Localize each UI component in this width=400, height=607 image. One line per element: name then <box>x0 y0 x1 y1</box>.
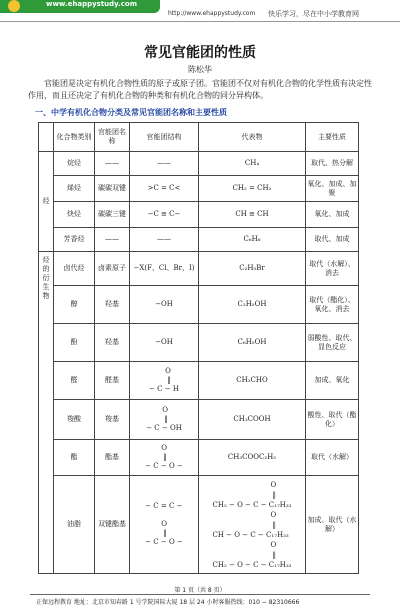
cell-group-name: 碳碳双键 <box>95 176 130 202</box>
header-group-name: 官能团名称 <box>95 123 130 152</box>
cell-representative: CH₃COOC₂H₅ <box>199 440 306 476</box>
cell-group-name: 双键酯基 <box>95 476 130 574</box>
triglyceride-formula <box>213 480 292 570</box>
cell-representative: CH₂ = CH₂ <box>199 176 306 202</box>
site-logo[interactable] <box>0 0 160 13</box>
cell-properties: 弱酸性、取代、显色反应 <box>306 324 359 362</box>
group-hydrocarbon: 烃 <box>39 152 54 252</box>
cell-class: 烯烃 <box>54 176 95 202</box>
formula-line: CH₂ − O − C − C₁₇H₃₃ <box>212 500 292 509</box>
structure-chain: − C − OH <box>146 424 182 432</box>
table-row <box>39 362 359 400</box>
carbonyl-o: O <box>270 480 277 489</box>
header-structure: 官能团结构 <box>130 123 199 152</box>
table-header-row <box>39 123 359 152</box>
carbonyl-bond: ‖ <box>272 520 276 529</box>
table-row <box>39 286 359 324</box>
formula-line: CH₂ − O − C − C₁₇H₃₃ <box>212 560 292 569</box>
cell-structure: >C = C< <box>130 176 199 202</box>
carbonyl-bond: ‖ <box>272 490 276 499</box>
structure-formula <box>149 367 179 394</box>
cell-group-name: 碳碳三键 <box>95 202 130 228</box>
table-row <box>39 176 359 202</box>
structure-bond: ‖ <box>167 376 171 384</box>
cell-class: 炔烃 <box>54 202 95 228</box>
cell-class: 烷烃 <box>54 152 95 176</box>
cell-class: 羧酸 <box>54 400 95 440</box>
carbonyl-o: O <box>270 510 277 519</box>
structure-oxygen: O <box>161 444 167 452</box>
cell-structure <box>130 400 199 440</box>
header-representative: 代表物 <box>199 123 306 152</box>
cell-properties: 取代（水解） <box>306 440 359 476</box>
footer-text: 正保远程教育 地址：北京市知春路 1 号学院国际大厦 18 层 24 小时客服热线：010 − 82310666 <box>36 599 300 606</box>
cell-group-name: 羟基 <box>95 324 130 362</box>
cell-representative: CH₃COOH <box>199 400 306 440</box>
header-slogan: 快乐学习，尽在中小学教育网 <box>268 10 359 18</box>
structure-bond: ‖ <box>163 453 167 461</box>
cell-structure: −OH <box>130 286 199 324</box>
structure-bond: ‖ <box>163 529 167 537</box>
cell-structure: −X(F、Cl、Br、I) <box>130 252 199 286</box>
cell-class: 卤代烃 <box>54 252 95 286</box>
cell-representative: CH₄ <box>199 152 306 176</box>
header-divider <box>0 21 400 22</box>
cell-group-name: 羟基 <box>95 286 130 324</box>
intro-paragraph: 官能团是决定有机化合物性质的原子或原子团。官能团不仅对有机化合物的化学性质有决定性作用，而且还决定了有机化合物的种类和有机化合物的同分异构体。 <box>28 79 372 100</box>
table-row <box>39 324 359 362</box>
section-heading: 一、中学有机化合物分类及常见官能团名称和主要性质 <box>35 108 227 117</box>
structure-double-bond: − C = C − <box>145 502 183 510</box>
table-row <box>39 202 359 228</box>
table-row <box>39 400 359 440</box>
table-row <box>39 440 359 476</box>
footer-divider <box>30 594 370 595</box>
cell-properties: 取代、加成 <box>306 228 359 252</box>
cell-group-name: 酯基 <box>95 440 130 476</box>
cell-properties: 取代、热分解 <box>306 152 359 176</box>
empty-corner-cell <box>39 123 54 152</box>
cell-class: 酯 <box>54 440 95 476</box>
table-row <box>39 152 359 176</box>
structure-oxygen: O <box>162 406 168 414</box>
cell-representative <box>199 476 306 574</box>
cell-class: 醇 <box>54 286 95 324</box>
header-properties: 主要性质 <box>306 123 359 152</box>
cell-class: 醛 <box>54 362 95 400</box>
logo-text: www.ehappystudy.com <box>46 0 137 8</box>
cell-structure: −OH <box>130 324 199 362</box>
carbonyl-bond: ‖ <box>272 550 276 559</box>
structure-chain: − C − H <box>149 385 179 393</box>
cell-properties: 氧化、加成 <box>306 202 359 228</box>
cell-class: 酚 <box>54 324 95 362</box>
structure-formula <box>145 502 183 547</box>
structure-oxygen: O <box>165 367 171 375</box>
structure-formula <box>145 444 183 471</box>
cell-properties: 氧化、加成、加聚 <box>306 176 359 202</box>
cell-group-name: —— <box>95 152 130 176</box>
page-header <box>0 0 400 20</box>
cell-representative: C₆H₅OH <box>199 324 306 362</box>
cell-representative: CH ≡ CH <box>199 202 306 228</box>
group-derivative: 烃的衍生物 <box>39 252 54 574</box>
cell-properties: 取代（水解）、消去 <box>306 252 359 286</box>
functional-group-table <box>38 122 359 574</box>
cell-group-name: 醛基 <box>95 362 130 400</box>
structure-chain: − C − O − <box>145 538 183 546</box>
cell-properties: 酸性、取代（酯化） <box>306 400 359 440</box>
cell-structure <box>130 476 199 574</box>
cell-group-name: —— <box>95 228 130 252</box>
cell-structure: —— <box>130 152 199 176</box>
cell-group-name: 羧基 <box>95 400 130 440</box>
cell-properties: 取代（酯化）、氧化、消去 <box>306 286 359 324</box>
table-row <box>39 476 359 574</box>
logo-icon <box>8 0 20 12</box>
page-number: 第 1 页（共 8 页） <box>174 587 226 594</box>
cell-class: 芳香烃 <box>54 228 95 252</box>
cell-structure: —— <box>130 228 199 252</box>
cell-group-name: 卤素原子 <box>95 252 130 286</box>
structure-oxygen: O <box>161 520 167 528</box>
structure-chain: − C − O − <box>145 462 183 470</box>
header-url[interactable]: http://www.ehappystudy.com <box>168 10 256 17</box>
cell-structure: −C ≡ C− <box>130 202 199 228</box>
cell-representative: C₂H₅Br <box>199 252 306 286</box>
author: 陈松华 <box>188 65 212 74</box>
header-class: 化合物类别 <box>54 123 95 152</box>
page-title: 常见官能团的性质 <box>144 45 256 61</box>
carbonyl-o: O <box>270 540 277 549</box>
cell-structure <box>130 440 199 476</box>
cell-properties: 加成、取代（水解） <box>306 476 359 574</box>
structure-formula <box>146 406 182 433</box>
formula-line: CH − O − C − C₁₇H₃₃ <box>212 530 289 539</box>
cell-structure <box>130 362 199 400</box>
table-row <box>39 252 359 286</box>
cell-class: 油脂 <box>54 476 95 574</box>
structure-bond: ‖ <box>164 415 168 423</box>
cell-representative: CH₃CHO <box>199 362 306 400</box>
cell-representative: C₂H₅OH <box>199 286 306 324</box>
cell-representative: C₆H₆ <box>199 228 306 252</box>
table-row <box>39 228 359 252</box>
cell-properties: 加成、氧化 <box>306 362 359 400</box>
